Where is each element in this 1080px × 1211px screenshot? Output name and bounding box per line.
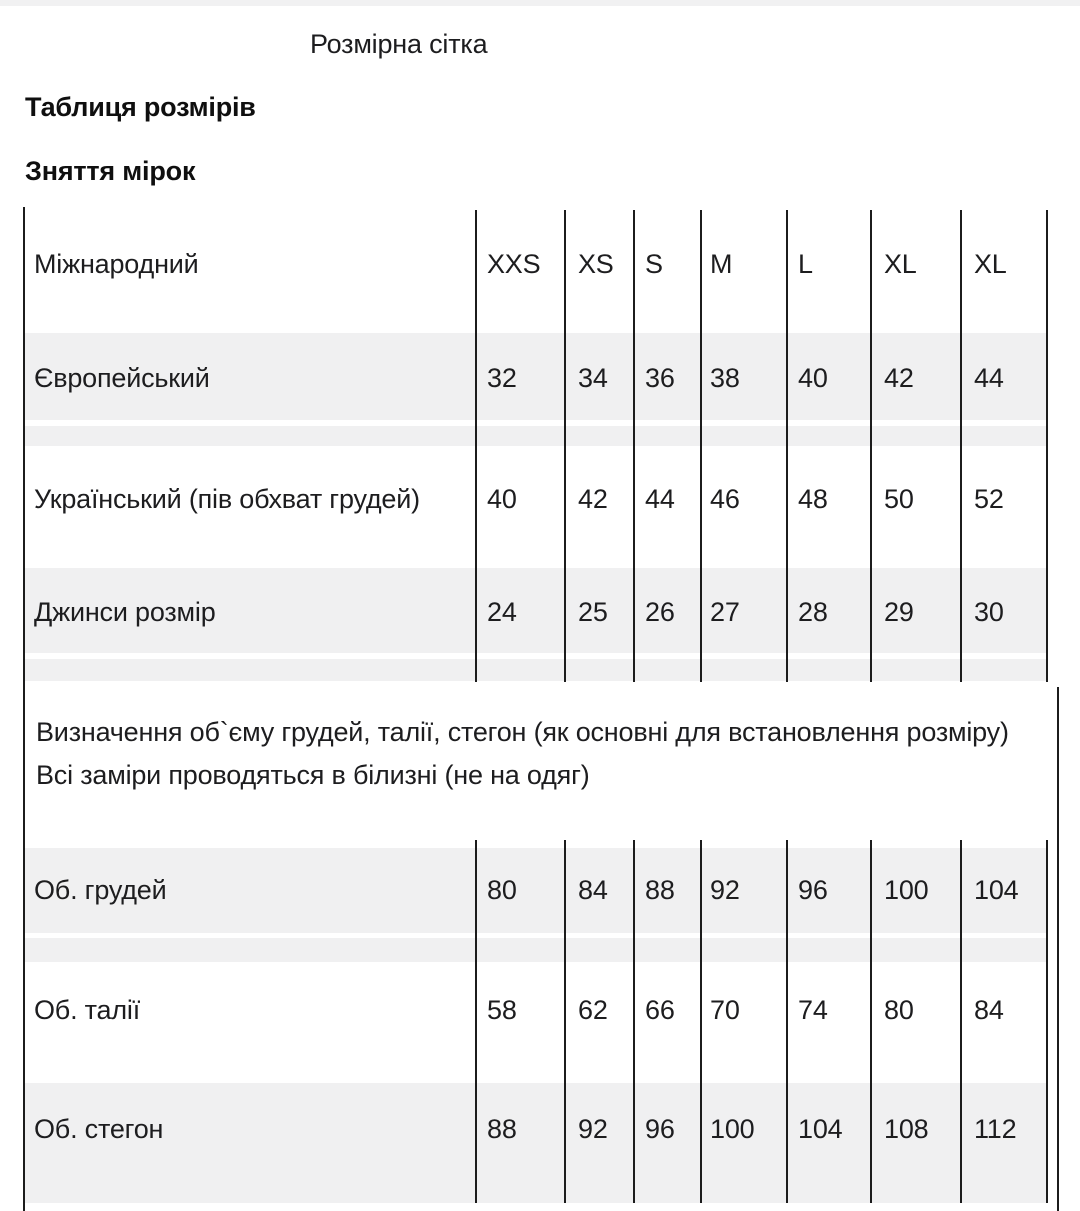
size-cell: 36: [645, 363, 675, 393]
size-cell: XXS: [487, 249, 541, 279]
table-row: [0, 590, 1080, 634]
row-stripe-thin: [24, 426, 1047, 446]
size-cell: 104: [798, 1114, 843, 1144]
size-cell: 29: [884, 597, 914, 627]
size-cell: 70: [710, 995, 740, 1025]
size-cell: 46: [710, 484, 740, 514]
size-cell: 66: [645, 995, 675, 1025]
size-cell: 28: [798, 597, 828, 627]
size-cell: 25: [578, 597, 608, 627]
size-cell: 108: [884, 1114, 929, 1144]
size-cell: 84: [974, 995, 1004, 1025]
size-cell: 27: [710, 597, 740, 627]
size-cell: XS: [578, 249, 614, 279]
row-label: Об. талії: [34, 995, 141, 1025]
size-cell: 80: [884, 995, 914, 1025]
size-cell: 62: [578, 995, 608, 1025]
size-cell: 26: [645, 597, 675, 627]
size-cell: 84: [578, 875, 608, 905]
page-title: Розмірна сітка: [310, 29, 488, 59]
size-cell: 92: [578, 1114, 608, 1144]
note-line: Визначення об`єму грудей, талії, стегон (як основні для встановлення розміру): [36, 717, 1009, 747]
row-label: Об. стегон: [34, 1114, 164, 1144]
size-cell: 80: [487, 875, 517, 905]
size-cell: 104: [974, 875, 1019, 905]
size-cell: 42: [578, 484, 608, 514]
size-cell: 44: [974, 363, 1004, 393]
size-cell: 50: [884, 484, 914, 514]
size-cell: 32: [487, 363, 517, 393]
row-label: Європейський: [34, 363, 210, 393]
size-cell: 24: [487, 597, 517, 627]
size-cell: XL: [884, 249, 917, 279]
table-row: [0, 477, 1080, 521]
row-stripe-thin: [24, 659, 1047, 681]
row-label: Джинси розмір: [34, 597, 216, 627]
size-cell: L: [798, 249, 813, 279]
size-cell: 44: [645, 484, 675, 514]
size-cell: 88: [645, 875, 675, 905]
size-cell: 30: [974, 597, 1004, 627]
size-cell: 74: [798, 995, 828, 1025]
size-cell: 34: [578, 363, 608, 393]
size-cell: 112: [974, 1114, 1017, 1144]
heading-measurements: Зняття мірок: [25, 156, 196, 186]
size-cell: 40: [798, 363, 828, 393]
size-cell: 88: [487, 1114, 517, 1144]
size-cell: 100: [884, 875, 929, 905]
row-label: Об. грудей: [34, 875, 167, 905]
table-row: [0, 356, 1080, 400]
size-cell: 100: [710, 1114, 755, 1144]
size-cell: 42: [884, 363, 914, 393]
size-cell: 96: [645, 1114, 675, 1144]
table-row: [0, 242, 1080, 286]
table-row: [0, 1107, 1080, 1151]
size-cell: 48: [798, 484, 828, 514]
row-label: Міжнародний: [34, 249, 199, 279]
size-cell: 40: [487, 484, 517, 514]
size-cell: 58: [487, 995, 517, 1025]
size-cell: M: [710, 249, 733, 279]
heading-size-table: Таблиця розмірів: [25, 92, 256, 122]
table-row: [0, 988, 1080, 1032]
top-strip: [0, 0, 1080, 6]
size-cell: 38: [710, 363, 740, 393]
size-cell: S: [645, 249, 663, 279]
size-cell: 52: [974, 484, 1004, 514]
measurement-note: [36, 711, 1009, 797]
row-stripe-thin: [24, 938, 1047, 962]
table-row: [0, 868, 1080, 912]
size-cell: XL: [974, 249, 1007, 279]
size-cell: 96: [798, 875, 828, 905]
size-cell: 92: [710, 875, 740, 905]
row-label: Український (пів обхват грудей): [34, 484, 420, 514]
note-line: Всі заміри проводяться в білизні (не на одяг): [36, 760, 590, 790]
